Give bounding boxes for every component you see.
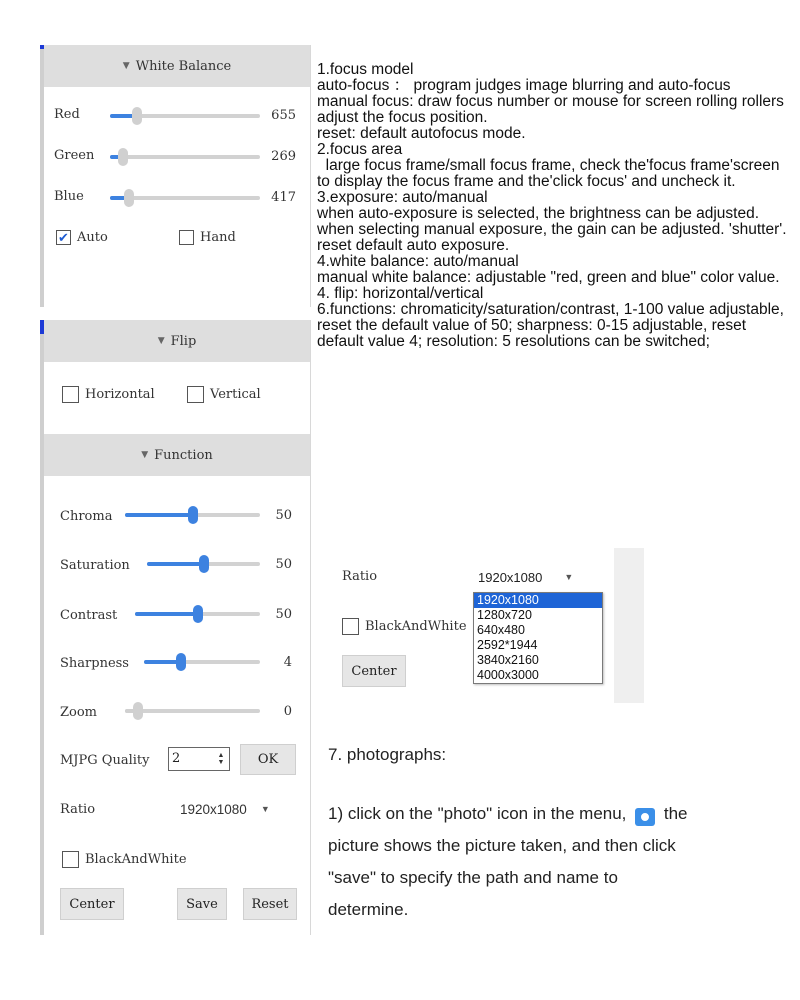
green-value: 269 (271, 149, 296, 164)
white-balance-title: White Balance (135, 58, 232, 74)
ratio-option[interactable]: 3840x2160 (477, 653, 539, 667)
white-balance-panel (40, 45, 311, 307)
chroma-value: 50 (275, 508, 292, 523)
chevron-down-icon: ▼ (260, 804, 270, 814)
spin-arrows-icon[interactable]: ▲ ▼ (217, 752, 225, 766)
instruction-line: 1.focus model (317, 61, 414, 78)
ratio-label: Ratio (60, 802, 96, 817)
blackwhite-checkbox-row[interactable] (62, 851, 187, 868)
instruction-line: when auto-exposure is selected, the brightness can be adjusted. when selecting manual exposure, the gain can be adjusted. 'shutter'. (317, 205, 787, 238)
auto-checkbox-row[interactable] (56, 230, 108, 245)
horizontal-checkbox[interactable] (62, 386, 79, 403)
camera-icon (635, 808, 655, 826)
slider-thumb[interactable] (132, 107, 142, 125)
photographs-step-text: 1) click on the "photo" icon in the menu, (328, 804, 627, 823)
ratio-dropdown-demo (328, 548, 644, 703)
auto-checkbox[interactable] (56, 230, 71, 245)
demo-ratio-select[interactable] (473, 565, 601, 589)
blue-slider[interactable] (110, 189, 260, 207)
instruction-line: large focus frame/small focus frame, check the'focus frame'screen to display the focus frame and the'click focus' and uncheck it. (317, 157, 784, 190)
slider-fill (147, 562, 204, 566)
collapse-triangle-icon: ▼ (141, 450, 149, 460)
slider-thumb[interactable] (176, 653, 186, 671)
checkmark-icon: ✔ (58, 230, 69, 245)
hand-checkbox-row[interactable] (179, 230, 236, 245)
demo-center-button[interactable]: Center (342, 655, 406, 687)
slider-fill (135, 612, 198, 616)
photographs-steps (328, 798, 788, 926)
instructions-text (317, 62, 787, 350)
photographs-title: 7. photographs: (328, 745, 447, 764)
horizontal-label: Horizontal (85, 387, 155, 402)
hand-checkbox[interactable] (179, 230, 194, 245)
ratio-options-list[interactable] (473, 592, 603, 684)
blue-value: 417 (271, 190, 296, 205)
sharpness-value: 4 (283, 655, 292, 670)
instruction-line: 4. flip: horizontal/vertical (317, 285, 484, 302)
photographs-step-line: picture shows the picture taken, and then click (328, 836, 676, 855)
green-slider[interactable] (110, 148, 260, 166)
zoom-label: Zoom (60, 705, 98, 720)
demo-ratio-select-value: 1920x1080 (478, 569, 543, 585)
flip-function-panel (40, 320, 311, 935)
demo-blackwhite-label: BlackAndWhite (365, 619, 467, 634)
vertical-checkbox-row[interactable] (187, 386, 261, 403)
ratio-option[interactable]: 4000x3000 (477, 668, 539, 682)
reset-button[interactable]: Reset (243, 888, 297, 920)
slider-thumb[interactable] (188, 506, 198, 524)
photographs-step-text: the (663, 804, 688, 823)
contrast-label: Contrast (60, 608, 118, 623)
slider-thumb[interactable] (118, 148, 128, 166)
flip-header[interactable] (44, 320, 310, 362)
hand-label: Hand (200, 230, 236, 245)
red-row (54, 107, 80, 122)
sharpness-slider[interactable] (144, 653, 260, 671)
instruction-line: auto-focus ： program judges image blurring and auto-focus (317, 77, 731, 94)
zoom-value: 0 (283, 704, 292, 719)
ratio-select-value: 1920x1080 (180, 801, 247, 817)
blackwhite-label: BlackAndWhite (85, 852, 187, 867)
saturation-value: 50 (275, 557, 292, 572)
save-button[interactable]: Save (177, 888, 227, 920)
demo-blackwhite-checkbox[interactable] (342, 618, 359, 635)
contrast-value: 50 (275, 607, 292, 622)
slider-thumb[interactable] (133, 702, 143, 720)
center-button[interactable]: Center (60, 888, 124, 920)
green-label: Green (54, 148, 95, 163)
function-title: Function (154, 447, 213, 463)
photographs-step-line: "save" to specify the path and name to (328, 868, 618, 887)
saturation-slider[interactable] (147, 555, 260, 573)
collapse-triangle-icon: ▼ (122, 61, 130, 71)
slider-thumb[interactable] (199, 555, 209, 573)
slider-thumb[interactable] (124, 189, 134, 207)
saturation-label: Saturation (60, 558, 130, 573)
red-slider[interactable] (110, 107, 260, 125)
blue-row (54, 189, 84, 204)
ratio-option[interactable]: 1280x720 (477, 608, 532, 622)
slider-fill (125, 513, 193, 517)
collapse-triangle-icon: ▼ (157, 336, 165, 346)
ratio-option[interactable]: 2592*1944 (477, 638, 538, 652)
ratio-option[interactable]: 1920x1080 (474, 593, 602, 608)
ratio-option[interactable]: 640x480 (477, 623, 525, 637)
flip-title: Flip (170, 333, 197, 349)
vertical-checkbox[interactable] (187, 386, 204, 403)
instruction-line: manual white balance: adjustable "red, green and blue" color value. (317, 269, 780, 286)
ok-button[interactable]: OK (240, 744, 296, 775)
ratio-select[interactable] (180, 796, 300, 822)
instruction-line: 3.exposure: auto/manual (317, 189, 488, 206)
instruction-line: reset default auto exposure. (317, 237, 510, 254)
mjpg-quality-label: MJPG Quality (60, 753, 150, 768)
horizontal-checkbox-row[interactable] (62, 386, 155, 403)
blackwhite-checkbox[interactable] (62, 851, 79, 868)
slider-track (125, 709, 260, 713)
white-balance-header[interactable] (44, 45, 310, 87)
green-row (54, 148, 94, 163)
auto-label: Auto (77, 230, 108, 245)
instruction-line: 6.functions: chromaticity/saturation/contrast, 1-100 value adjustable, reset the default value of 50; sharpness: 0-15 adjustable, reset default value 4; resolution: 5 resolutions can be switched; (317, 301, 789, 350)
slider-track (110, 155, 260, 159)
chroma-slider[interactable] (125, 506, 260, 524)
photographs-step-line: determine. (328, 900, 409, 919)
mjpg-quality-spinbox[interactable] (168, 747, 230, 771)
panel-edge (40, 320, 44, 935)
instruction-line: manual focus: draw focus number or mouse for screen rolling rollers adjust the focus position. (317, 93, 789, 126)
chevron-down-icon: ▼ (564, 572, 574, 582)
function-header[interactable] (44, 434, 310, 476)
zoom-slider[interactable] (125, 702, 260, 720)
slider-thumb[interactable] (193, 605, 203, 623)
instruction-line: 4.white balance: auto/manual (317, 253, 519, 270)
blue-label: Blue (54, 189, 84, 204)
demo-panel-edge (614, 548, 644, 703)
demo-blackwhite-row[interactable] (342, 618, 467, 635)
contrast-slider[interactable] (135, 605, 260, 623)
instruction-line: reset: default autofocus mode. (317, 125, 526, 142)
photographs-step-line (328, 798, 788, 830)
red-value: 655 (271, 108, 296, 123)
vertical-label: Vertical (210, 387, 261, 402)
mjpg-quality-value[interactable]: 2 (172, 751, 181, 766)
demo-ratio-label: Ratio (342, 569, 378, 584)
sharpness-label: Sharpness (60, 656, 129, 671)
instruction-line: 2.focus area (317, 141, 403, 158)
red-label: Red (54, 107, 80, 122)
chroma-label: Chroma (60, 509, 113, 524)
